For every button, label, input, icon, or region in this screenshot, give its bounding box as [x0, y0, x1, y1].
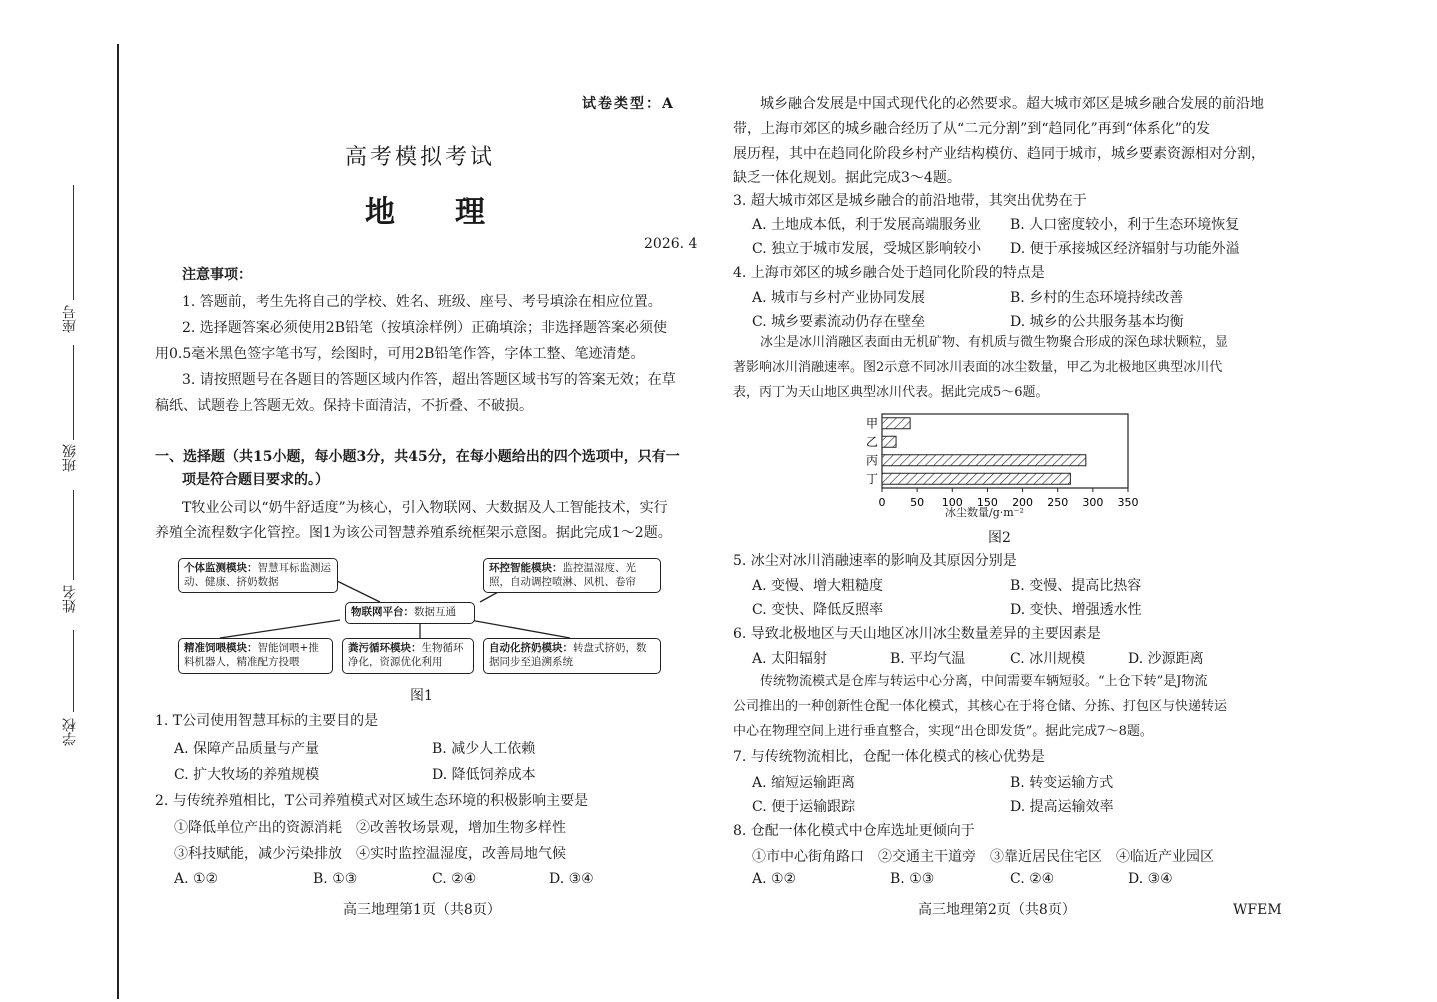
q2-option-b: B. ①③: [313, 871, 358, 887]
exam-date: 2026. 4: [644, 236, 698, 252]
q4-option-c: C. 城乡要素流动仍存在壁垒: [752, 314, 926, 330]
q2-option-c: C. ②④: [432, 871, 477, 887]
notice-line-5: 稿纸、试题卷上答题无效。保持卡面清洁，不折叠、不破损。: [155, 398, 533, 414]
q3-option-d: D. 便于承接城区经济辐射与功能外溢: [1010, 241, 1240, 257]
chart-x-tick-label: 250: [1047, 496, 1069, 509]
class-label: 班级: [62, 444, 78, 472]
chart-category-label: 甲: [865, 416, 878, 431]
chart-category-label: 丁: [865, 471, 878, 486]
class-blank: [73, 345, 74, 440]
q2-option-d: D. ③④: [549, 871, 594, 887]
q8-statements: ①市中心街角路口 ②交通主干道旁 ③靠近居民住宅区 ④临近产业园区: [752, 849, 1214, 865]
subject-title: 地 理: [365, 195, 485, 230]
q8-option-a: A. ①②: [752, 871, 797, 887]
q6-option-c: C. 冰川规模: [1010, 651, 1086, 667]
q6-option-d: D. 沙源距离: [1128, 651, 1204, 667]
chart-x-tick-label: 350: [1117, 496, 1139, 509]
q5-option-c: C. 变快、降低反照率: [752, 602, 884, 618]
q7-option-c: C. 便于运输跟踪: [752, 799, 856, 815]
chart-bar: [882, 436, 896, 447]
q4-option-d: D. 城乡的公共服务基本均衡: [1010, 314, 1184, 330]
q4-stem: 4. 上海市郊区的城乡融合处于趋同化阶段的特点是: [733, 265, 1045, 281]
page-1-footer: 高三地理第1页（共8页）: [343, 902, 501, 918]
intro-34-line-4: 缺乏一体化规划。据此完成3～4题。: [733, 170, 961, 186]
notice-line-2: 2. 选择题答案必须使用2B铅笔（按填涂样例）正确填涂；非选择题答案必须使: [182, 320, 668, 336]
q8-option-d: D. ③④: [1128, 871, 1173, 887]
module-precision-feeding: 精准饲喂模块：智能饲喂+推料机器人，精准配方投喂: [178, 638, 333, 674]
q1-option-b: B. 减少人工依赖: [432, 741, 536, 757]
section-title-2: 项是符合题目要求的。）: [182, 472, 329, 488]
intro-34-line-2: 带，上海市郊区的城乡融合经历了从“二元分割”到“趋同化”再到“体系化”的发: [733, 121, 1210, 137]
exam-title: 高考模拟考试: [345, 145, 496, 170]
module-env-control: 环控智能模块：监控温湿度、光照，自动调控喷淋、风机、卷帘: [483, 558, 661, 593]
intro-56-line-3: 表，丙丁为天山地区典型冰川代表。据此完成5～6题。: [733, 385, 1049, 400]
notice-title: 注意事项：: [182, 267, 252, 283]
q5-option-d: D. 变快、增强透水性: [1010, 602, 1142, 618]
binding-line: [117, 44, 119, 999]
section-title-1: 一、选择题（共15小题，每小题3分，共45分，在每小题给出的四个选项中，只有一: [155, 449, 680, 465]
module-individual-monitoring: 个体监测模块：智慧耳标监测运动、健康、挤奶数据: [178, 558, 338, 593]
q6-stem: 6. 导致北极地区与天山地区冰川冰尘数量差异的主要因素是: [733, 626, 1101, 642]
q5-option-a: A. 变慢、增大粗糙度: [752, 578, 884, 594]
seat-blank: [73, 185, 74, 300]
chart-x-tick-label: 0: [878, 496, 886, 509]
chart-x-axis-label: 冰尘数量/g·m⁻²: [945, 506, 1024, 519]
seat-label: 座号: [62, 305, 78, 333]
intro-34-line-3: 展历程，其中在趋同化阶段乡村产业结构模仿、趋同于城市，城乡要素资源相对分割，: [733, 146, 1265, 162]
name-label: 姓名: [62, 585, 78, 613]
page-2-footer: 高三地理第2页（共8页）: [918, 902, 1076, 918]
chart-x-tick-label: 100: [941, 496, 963, 509]
q3-stem: 3. 超大城市郊区是城乡融合的前沿地带，其突出优势在于: [733, 193, 1087, 209]
q4-option-a: A. 城市与乡村产业协同发展: [752, 290, 926, 306]
figure-1-caption: 图1: [410, 688, 433, 704]
q2-statement-1: ①降低单位产出的资源消耗 ②改善牧场景观，增加生物多样性: [174, 820, 566, 836]
q6-option-a: A. 太阳辐射: [752, 651, 828, 667]
q7-option-d: D. 提高运输效率: [1010, 799, 1114, 815]
q7-stem: 7. 与传统物流相比，仓配一体化模式的核心优势是: [733, 749, 1045, 765]
q3-option-c: C. 独立于城市发展，受城区影响较小: [752, 241, 982, 257]
intro-78-line-1: 传统物流模式是仓库与转运中心分离，中间需要车辆短驳。“上仓下转”是J物流: [760, 674, 1208, 689]
chart-bar: [882, 418, 910, 429]
q1-option-d: D. 降低饲养成本: [432, 767, 536, 783]
chart-x-tick-label: 50: [910, 496, 925, 509]
intro-12-line-2: 养殖全流程数字化管控。图1为该公司智慧养殖系统框架示意图。据此完成1～2题。: [155, 525, 672, 541]
q6-option-b: B. 平均气温: [890, 651, 966, 667]
intro-78-line-2: 公司推出的一种创新性仓配一体化模式，其核心在于将仓储、分拣、打包区与快递转运: [733, 699, 1228, 714]
chart-x-tick-label: 150: [976, 496, 998, 509]
chart-category-label: 丙: [865, 453, 878, 468]
q2-stem: 2. 与传统养殖相比，T公司养殖模式对区域生态环境的积极影响主要是: [155, 793, 589, 809]
notice-line-3: 用0.5毫米黑色签字笔书写，绘图时，可用2B铅笔作答，字体工整、笔迹清楚。: [155, 346, 645, 362]
intro-56-line-1: 冰尘是冰川消融区表面由无机矿物、有机质与微生物聚合形成的深色球状颗粒，显: [760, 335, 1229, 350]
paper-code: WFEM: [1233, 902, 1282, 918]
intro-12-line-1: T牧业公司以“奶牛舒适度”为核心，引入物联网、大数据及人工智能技术，实行: [182, 500, 668, 516]
q7-option-a: A. 缩短运输距离: [752, 775, 856, 791]
intro-56-line-2: 著影响冰川消融速率。图2示意不同冰川表面的冰尘数量，甲乙为北极地区典型冰川代: [733, 360, 1223, 375]
module-iot-platform: 物联网平台：数据互通: [345, 602, 475, 624]
school-label: 学校: [62, 718, 78, 746]
module-auto-milking: 自动化挤奶模块：转盘式挤奶，数据同步至追溯系统: [483, 638, 661, 674]
notice-line-4: 3. 请按照题号在各题目的答题区域内作答，超出答题区域书写的答案无效；在草: [182, 372, 676, 388]
q8-stem: 8. 仓配一体化模式中仓库选址更倾向于: [733, 823, 975, 839]
paper-type: 试卷类型：A: [582, 96, 675, 112]
q5-stem: 5. 冰尘对冰川消融速率的影响及其原因分别是: [733, 553, 1017, 569]
q8-option-c: C. ②④: [1010, 871, 1055, 887]
q2-option-a: A. ①②: [174, 871, 219, 887]
q1-stem: 1. T公司使用智慧耳标的主要目的是: [155, 713, 379, 729]
q7-option-b: B. 转变运输方式: [1010, 775, 1114, 791]
chart-x-tick-label: 200: [1012, 496, 1034, 509]
q5-option-b: B. 变慢、提高比热容: [1010, 578, 1142, 594]
figure-2-caption: 图2: [988, 530, 1011, 546]
chart-bar: [882, 455, 1086, 466]
intro-78-line-3: 中心在物理空间上进行垂直整合，实现“出仓即发货”。据此完成7～8题。: [733, 724, 1153, 739]
notice-line-1: 1. 答题前，考生先将自己的学校、姓名、班级、座号、考号填涂在相应位置。: [182, 294, 662, 310]
name-blank: [73, 490, 74, 580]
q8-option-b: B. ①③: [890, 871, 935, 887]
q1-option-a: A. 保障产品质量与产量: [174, 741, 320, 757]
chart-category-label: 乙: [865, 434, 878, 449]
school-blank: [73, 630, 74, 712]
q4-option-b: B. 乡村的生态环境持续改善: [1010, 290, 1184, 306]
chart-x-tick-label: 300: [1082, 496, 1104, 509]
module-manure-cycle: 粪污循环模块：生物循环净化，资源优化利用: [342, 638, 474, 674]
q3-option-b: B. 人口密度较小，利于生态环境恢复: [1010, 217, 1240, 233]
intro-34-line-1: 城乡融合发展是中国式现代化的必然要求。超大城市郊区是城乡融合发展的前沿地: [760, 96, 1264, 112]
q1-option-c: C. 扩大牧场的养殖规模: [174, 767, 320, 783]
q3-option-a: A. 土地成本低，利于发展高端服务业: [752, 217, 982, 233]
q2-statement-2: ③科技赋能，减少污染排放 ④实时监控温湿度，改善局地气候: [174, 846, 566, 862]
chart-bar: [882, 473, 1070, 484]
